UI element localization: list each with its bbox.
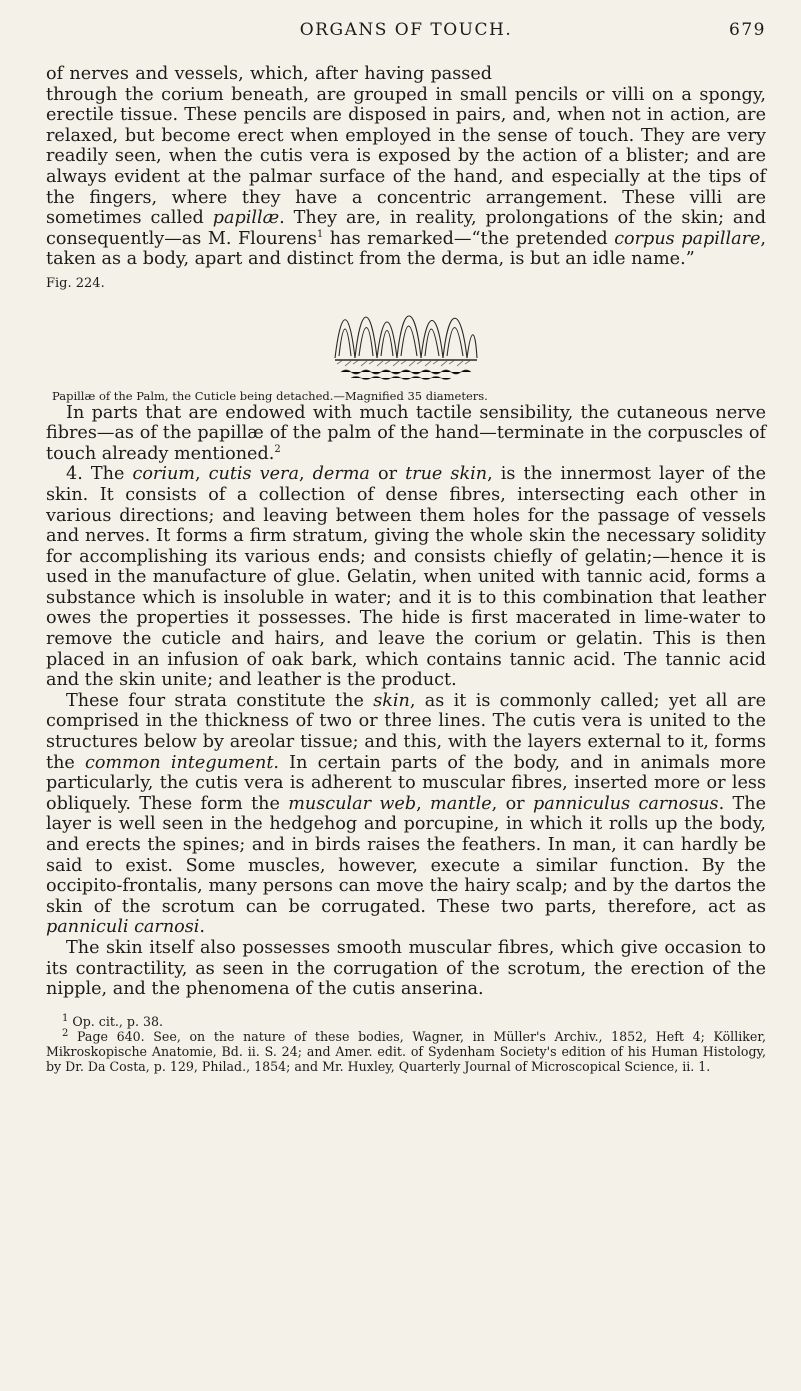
figure-caption: Papillæ of the Palm, the Cuticle being detached.—Magnified 35 diameters. [52, 388, 488, 403]
footnote-ref: 2 [274, 443, 281, 455]
text-run: of nerves and vessels, which, after having passed through the corium beneath, are grouped in small pencils or villi on a spongy, erectile tissue. These pencils are disposed in pairs, and, when not in action, are relaxed, but become erect when employed in the sense of touch. They are very readily seen, when the cutis vera is exposed by the action of a blister; and are always evident at the palmar surface of the hand, and especially at the tips of the fingers, where they have a concentric arrangement. These villi are sometimes called [46, 64, 766, 229]
paragraph [46, 64, 766, 270]
paragraph [46, 403, 766, 465]
page-number: 679 [729, 20, 766, 40]
text-run: , [416, 793, 431, 814]
italic-term: common integument [84, 752, 274, 773]
text-run: In parts that are endowed with much tactile sensibility, the cutaneous nerve fibres—as of the papillæ of the palm of the hand—terminate in the corpuscles of touch already mentioned. [46, 402, 766, 464]
text-run: or [369, 464, 406, 485]
running-title: ORGANS OF TOUCH. [299, 20, 513, 40]
papillae-illustration [331, 298, 481, 388]
italic-term: derma [312, 464, 370, 485]
italic-term: papillæ [212, 208, 280, 229]
footnote-mark: 1 [62, 1012, 69, 1024]
figure-label: Fig. 224. [46, 275, 105, 291]
footnote-text: Page 640. See, on the nature of these bodies, Wagner, in Müller's Archiv., 1852, Heft 4; Kölliker, Mikroskopische Anatomie, Bd. ii. S. 24; and Amer. edit. of Sydenham Society's edition of his Human Histology, by Dr. Da Costa, p. 129, Philad., 1854; and Mr. Huxley, Quarterly Journal of Microscopical Science, ii. 1. [46, 1028, 766, 1074]
italic-term: panniculus carnosus [532, 793, 719, 814]
paragraph [46, 938, 766, 1000]
paragraph [46, 464, 766, 691]
text-run: , or [491, 793, 533, 814]
text-run: , [298, 464, 313, 485]
body-text [46, 64, 766, 1000]
footnote [46, 1014, 766, 1029]
footnote [46, 1029, 766, 1074]
text-run: . [199, 917, 205, 938]
book-page [46, 0, 766, 1074]
italic-term: cutis vera [208, 464, 299, 485]
italic-term: muscular web [288, 793, 417, 814]
text-run: , is the innermost layer of the skin. It consists of a collection of dense fibres, intersecting each other in various directions; and leaving between them holes for the passage of vessels and nerves. It forms a firm stratum, giving the whole skin the necessary solidity for accomplishing its various ends; and consists chiefly of gelatin;—hence it is used in the manufacture of glue. Gelatin, when united with tannic acid, forms a substance which is insoluble in water; and it is to this combination that leather owes the properties it possesses. The hide is first macerated in lime-water to remove the cuticle and hairs, and leave the corium or gelatin. This is then placed in an infusion of oak bark, which contains tannic acid. The tannic acid and the skin unite; and leather is the product. [46, 464, 767, 691]
text-run: . The layer is well seen in the hedgehog and porcupine, in which it rolls up the body, and erects the spines; and in birds raises the feathers. In man, it can hardly be said to exist. Some muscles, however, execute a similar function. By the occipito-frontalis, many persons can move the hairy scalp; and by the dartos the skin of the scrotum can be corrugated. These two parts, therefore, act as [46, 793, 766, 917]
italic-term: corium [132, 464, 195, 485]
text-run: . In certain parts of the body, and in animals more particularly, the cutis vera is adherent to muscular fibres, inserted more or less obliquely. These form the [46, 752, 767, 814]
footnote-text: Op. cit., p. 38. [68, 1013, 164, 1029]
footnotes [46, 1014, 766, 1074]
text-run: , as it is commonly called; yet all are comprised in the thickness of two or three lines. The cutis vera is united to the structures below by areolar tissue; and this, with the layers external to it, forms the [46, 690, 767, 773]
footnote-ref: 1 [316, 228, 324, 240]
text-run: The skin itself also possesses smooth muscular fibres, which give occasion to its contractility, as seen in the corrugation of the scrotum, the erection of the nipple, and the phenomena of the cutis anserina. [46, 937, 766, 1000]
footnote-mark: 2 [62, 1027, 69, 1039]
italic-term: true skin [405, 464, 488, 485]
text-run: These four strata constitute the [66, 690, 374, 711]
italic-term: corpus papillare [614, 228, 761, 249]
text-run: has remarked—“the pretended [323, 228, 615, 249]
text-run: , [194, 464, 209, 485]
italic-term: panniculi carnosi [46, 917, 200, 938]
italic-term: skin [373, 690, 410, 711]
paragraph [46, 691, 766, 938]
text-run: . They are, in reality, prolongations of the skin; and consequently—as M. Flourens [46, 208, 767, 249]
italic-term: mantle [430, 793, 492, 814]
text-run: 4. The [66, 464, 133, 485]
running-head [46, 0, 766, 54]
text-run: , taken as a body, apart and distinct from the derma, is but an idle name.” [46, 228, 767, 270]
